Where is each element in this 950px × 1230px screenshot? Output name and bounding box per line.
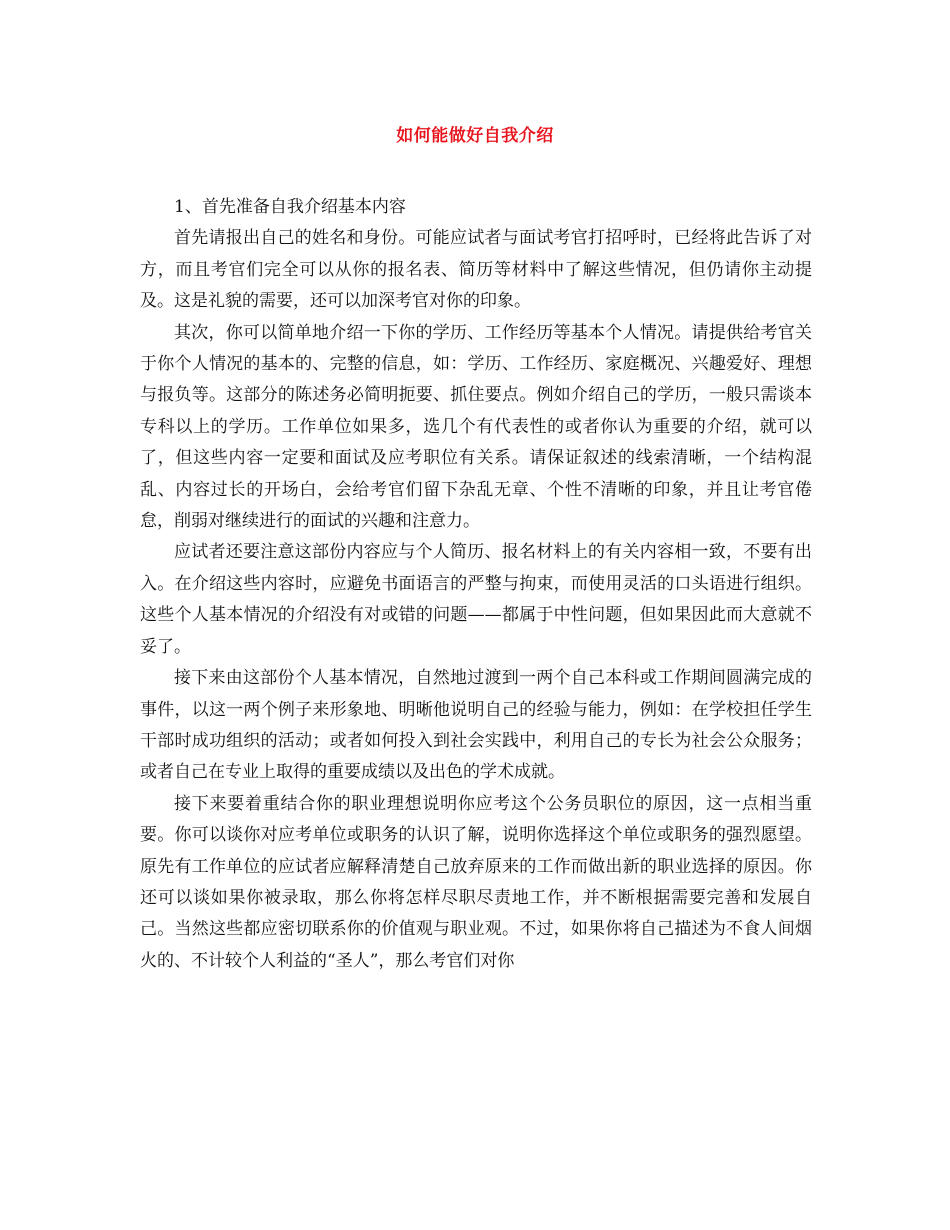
section-heading: 1、首先准备自我介绍基本内容 — [174, 197, 406, 217]
paragraph: 接下来由这部份个人基本情况，自然地过渡到一两个自己本科或工作期间圆满完成的事件，以这一两个例子来形象地、明晰他说明自己的经验与能力，例如：在学校担任学生干部时成功组织的活动；或者如何投入到社会实践中，利用自己的专长为社会公众服务；或者自己在专业上取得的重要成绩以及出色的学术成就。 — [140, 668, 812, 783]
document-title: 如何能做好自我介绍 — [396, 126, 554, 146]
document-body — [140, 192, 812, 977]
paragraph: 应试者还要注意这部份内容应与个人简历、报名材料上的有关内容相一致，不要有出入。在介绍这些内容时，应避免书面语言的严整与拘束，而使用灵活的口头语进行组织。这些个人基本情况的介绍没有对或错的问题——都属于中性问题，但如果因此而大意就不妥了。 — [140, 542, 812, 657]
paragraph: 接下来要着重结合你的职业理想说明你应考这个公务员职位的原因，这一点相当重要。你可以谈你对应考单位或职务的认识了解，说明你选择这个单位或职务的强烈愿望。原先有工作单位的应试者应解释清楚自己放弃原来的工作而做出新的职业选择的原因。你还可以谈如果你被录取，那么你将怎样尽职尽责地工作，并不断根据需要完善和发展自己。当然这些都应密切联系你的价值观与职业观。不过，如果你将自己描述为不食人间烟火的、不计较个人利益的“圣人”，那么考官们对你 — [140, 793, 812, 971]
paragraph: 其次，你可以简单地介绍一下你的学历、工作经历等基本个人情况。请提供给考官关于你个人情况的基本的、完整的信息，如：学历、工作经历、家庭概况、兴趣爱好、理想与报负等。这部分的陈述务必简明扼要、抓住要点。例如介绍自己的学历，一般只需谈本专科以上的学历。工作单位如果多，选几个有代表性的或者你认为重要的介绍，就可以了，但这些内容一定要和面试及应考职位有关系。请保证叙述的线索清晰，一个结构混乱、内容过长的开场白，会给考官们留下杂乱无章、个性不清晰的印象，并且让考官倦怠，削弱对继续进行的面试的兴趣和注意力。 — [140, 322, 812, 532]
paragraph: 首先请报出自己的姓名和身份。可能应试者与面试考官打招呼时，已经将此告诉了对方，而且考官们完全可以从你的报名表、简历等材料中了解这些情况，但仍请你主动提及。这是礼貌的需要，还可以加深考官对你的印象。 — [140, 228, 812, 312]
